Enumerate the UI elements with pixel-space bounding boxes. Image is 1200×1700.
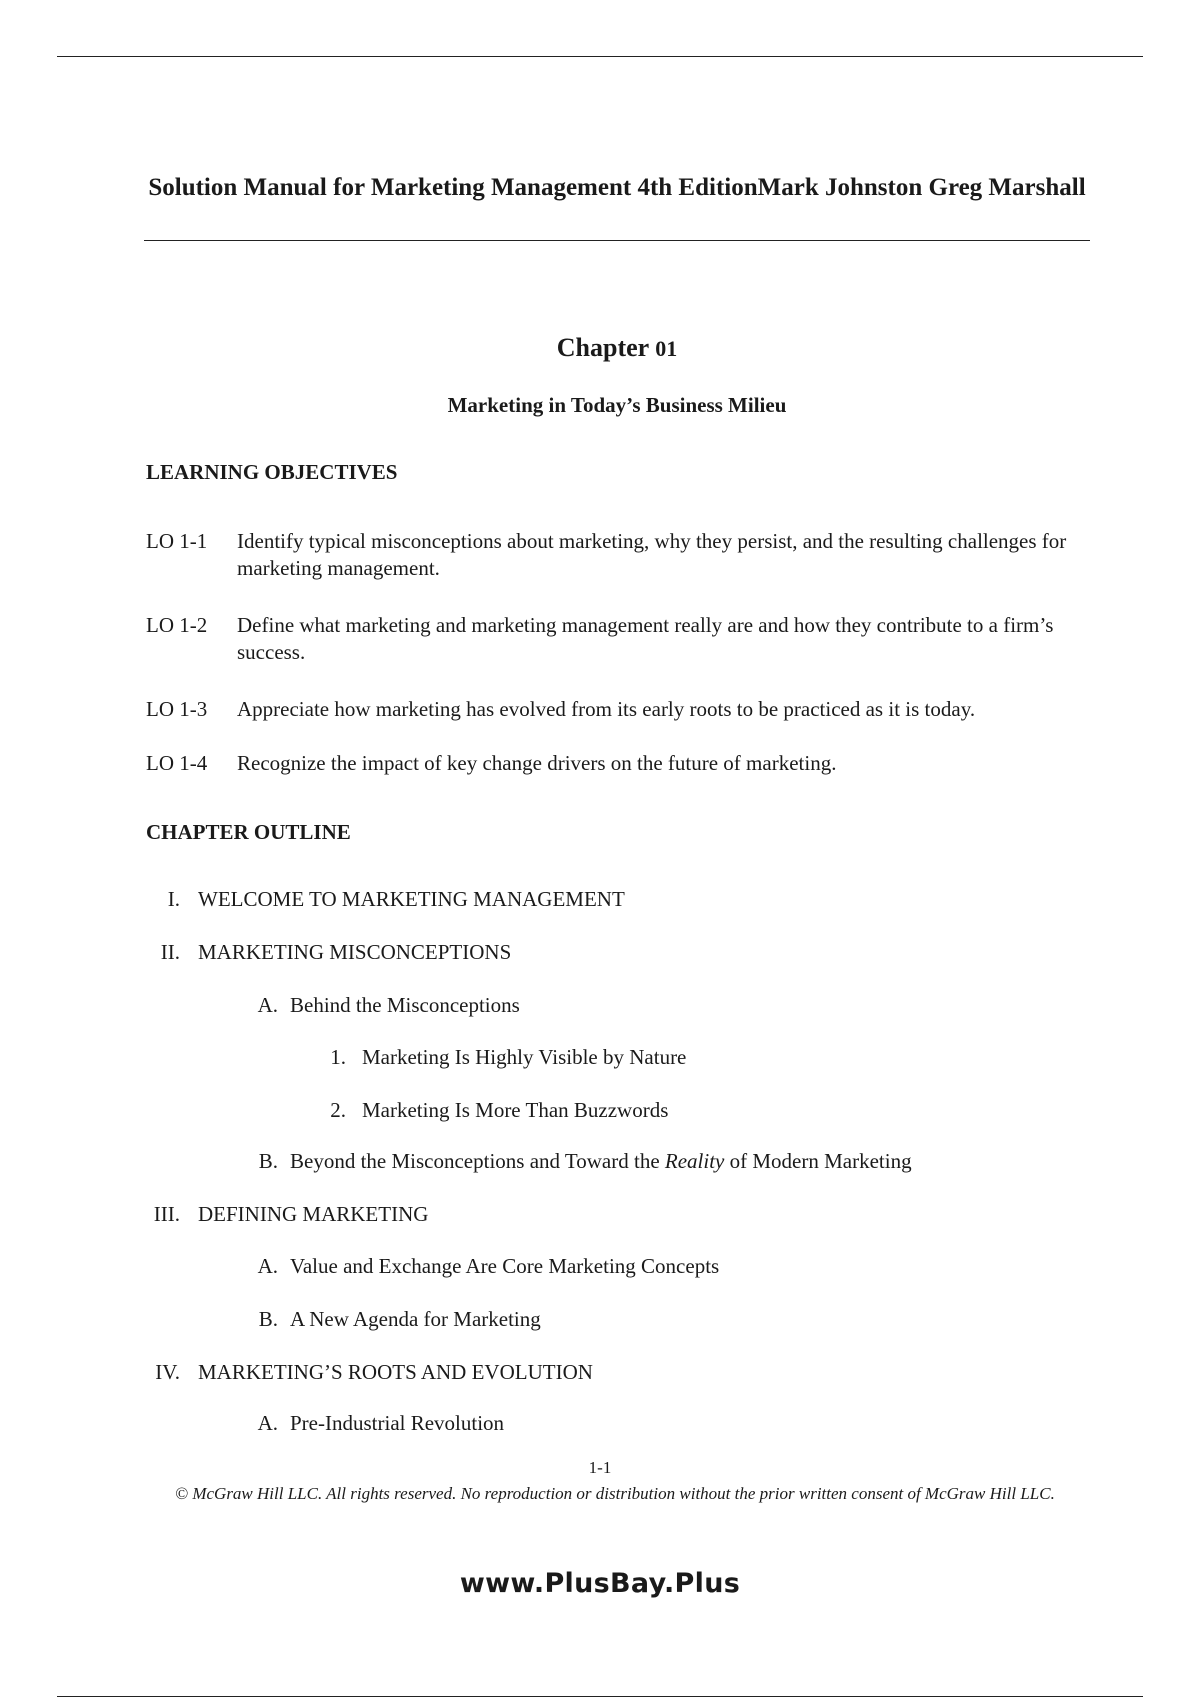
outline-text: MARKETING’S ROOTS AND EVOLUTION xyxy=(198,1360,593,1384)
title-underline xyxy=(144,240,1090,241)
chapter-title: Marketing in Today’s Business Milieu xyxy=(447,393,787,417)
outline-item xyxy=(324,1097,668,1124)
outline-item xyxy=(254,992,520,1019)
outline-marker: A. xyxy=(257,1411,278,1435)
chapter-outline-heading: CHAPTER OUTLINE xyxy=(146,820,351,844)
learning-objective-item xyxy=(146,528,1106,582)
copyright-notice: © McGraw Hill LLC. All rights reserved. No reproduction or distribution without the prior written consent of McGraw Hill LLC. xyxy=(175,1484,1055,1503)
outline-item xyxy=(324,1044,686,1071)
outline-text: Value and Exchange Are Core Marketing Concepts xyxy=(290,1254,720,1278)
outline-item xyxy=(148,886,625,913)
outline-text-emphasis: Reality xyxy=(664,1149,725,1173)
outline-marker: A. xyxy=(257,993,278,1017)
learning-objective-item xyxy=(146,750,1106,777)
learning-objective-item xyxy=(146,612,1106,666)
outline-text: DEFINING MARKETING xyxy=(198,1202,429,1226)
objective-code: LO 1-1 xyxy=(146,529,208,553)
outline-marker: 1. xyxy=(330,1045,346,1069)
outline-item xyxy=(254,1148,912,1175)
outline-marker: B. xyxy=(258,1149,278,1173)
outline-item xyxy=(148,939,511,966)
outline-text: MARKETING MISCONCEPTIONS xyxy=(198,940,512,964)
outline-text: Marketing Is Highly Visible by Nature xyxy=(362,1045,687,1069)
outline-item xyxy=(148,1359,593,1386)
outline-text: Pre-Industrial Revolution xyxy=(290,1411,505,1435)
chapter-heading xyxy=(144,333,1090,363)
objective-text: Appreciate how marketing has evolved from its early roots to be practiced as it is today. xyxy=(237,697,976,721)
outline-text-part: of Modern Marketing xyxy=(724,1149,912,1173)
learning-objectives-heading: LEARNING OBJECTIVES xyxy=(146,460,398,484)
chapter-word: Chapter xyxy=(556,333,649,362)
chapter-number: 01 xyxy=(655,336,678,361)
document-title: Solution Manual for Marketing Management 4th EditionMark Johnston Greg Marshall xyxy=(148,174,1086,201)
outline-marker: A. xyxy=(257,1254,278,1278)
outline-marker: IV. xyxy=(155,1360,180,1384)
outline-marker: II. xyxy=(160,940,180,964)
outline-marker: I. xyxy=(167,887,180,911)
outline-text: Marketing Is More Than Buzzwords xyxy=(362,1098,669,1122)
objective-text: Identify typical misconceptions about marketing, why they persist, and the resulting challenges for marketing management. xyxy=(237,529,1067,580)
outline-text-part: Beyond the Misconceptions and Toward the xyxy=(290,1149,665,1173)
outline-text: WELCOME TO MARKETING MANAGEMENT xyxy=(198,887,625,911)
outline-item xyxy=(254,1410,504,1437)
objective-code: LO 1-4 xyxy=(146,751,208,775)
outline-marker: B. xyxy=(258,1307,278,1331)
outline-text: A New Agenda for Marketing xyxy=(290,1307,541,1331)
outline-marker: III. xyxy=(153,1202,180,1226)
bottom-rule xyxy=(57,1696,1143,1697)
top-rule xyxy=(57,56,1143,57)
outline-item xyxy=(148,1201,428,1228)
website-watermark: www.PlusBay.Plus xyxy=(459,1568,741,1599)
page-number: 1-1 xyxy=(588,1458,612,1477)
objective-text: Define what marketing and marketing management really are and how they contribute to a firm’s success. xyxy=(237,613,1054,664)
objective-text: Recognize the impact of key change drivers on the future of marketing. xyxy=(237,751,837,775)
learning-objective-item xyxy=(146,696,1106,723)
outline-marker: 2. xyxy=(330,1098,346,1122)
outline-item xyxy=(254,1253,719,1280)
objective-code: LO 1-2 xyxy=(146,613,208,637)
outline-item xyxy=(254,1306,541,1333)
outline-text xyxy=(290,1149,912,1173)
outline-text: Behind the Misconceptions xyxy=(290,993,520,1017)
objective-code: LO 1-3 xyxy=(146,697,208,721)
